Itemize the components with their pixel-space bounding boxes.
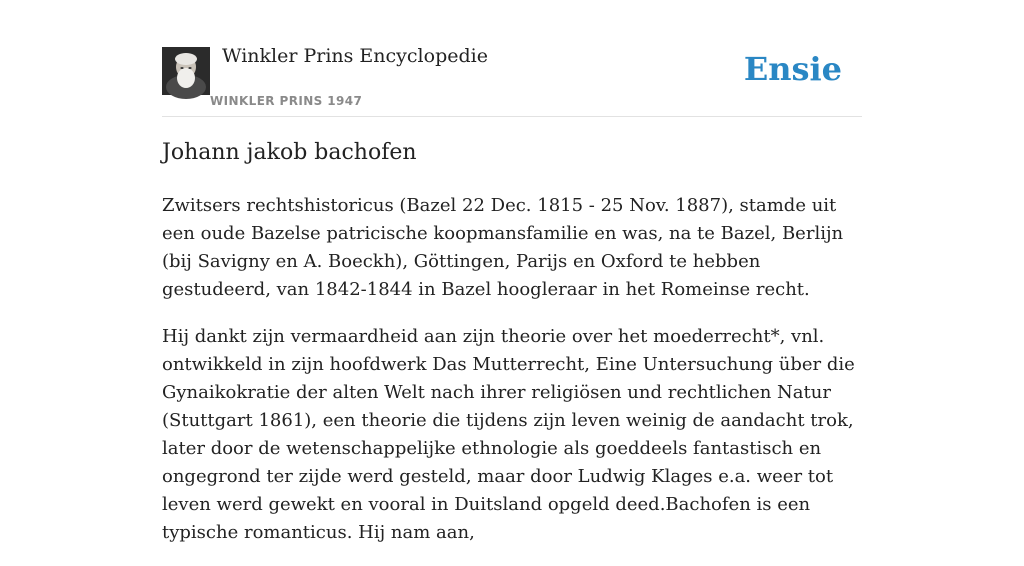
article-title: Johann jakob bachofen [162, 140, 417, 165]
avatar[interactable] [162, 47, 210, 95]
article-paragraph: Hij dankt zijn vermaardheid aan zijn theorie over het moederrecht*, vnl. ontwikkeld in zijn hoofdwerk Das Mutterrecht, Eine Untersuchung über die Gynaikokratie der alten Welt nach ihrer religiösen und rechtlichen Natur (Stuttgart 1861), een theorie die tijdens zijn leven weinig de aandacht trok, later door de wetenschappelijke ethnologie als goeddeels fantastisch en ongegrond ter zijde werd gesteld, maar door Ludwig Klages e.a. weer tot leven werd gewekt en vooral in Duitsland opgeld deed.Bachofen is een typische romanticus. Hij nam aan, [162, 326, 855, 543]
ensie-logo[interactable]: Ensie [743, 50, 842, 88]
portrait-image [162, 47, 210, 95]
article-body [162, 192, 862, 566]
site-header [162, 0, 862, 117]
site-name[interactable]: Winkler Prins Encyclopedie [222, 45, 488, 67]
article-paragraph: Zwitsers rechtshistoricus (Bazel 22 Dec. 1815 - 25 Nov. 1887), stamde uit een oude Bazelse patricische koopmansfamilie en was, na te Bazel, Berlijn (bij Savigny en A. Boeckh), Göttingen, Parijs en Oxford te hebben gestudeerd, van 1842-1844 in Bazel hoogleraar in het Romeinse recht. [162, 195, 844, 300]
source-label[interactable]: WINKLER PRINS 1947 [210, 94, 363, 108]
